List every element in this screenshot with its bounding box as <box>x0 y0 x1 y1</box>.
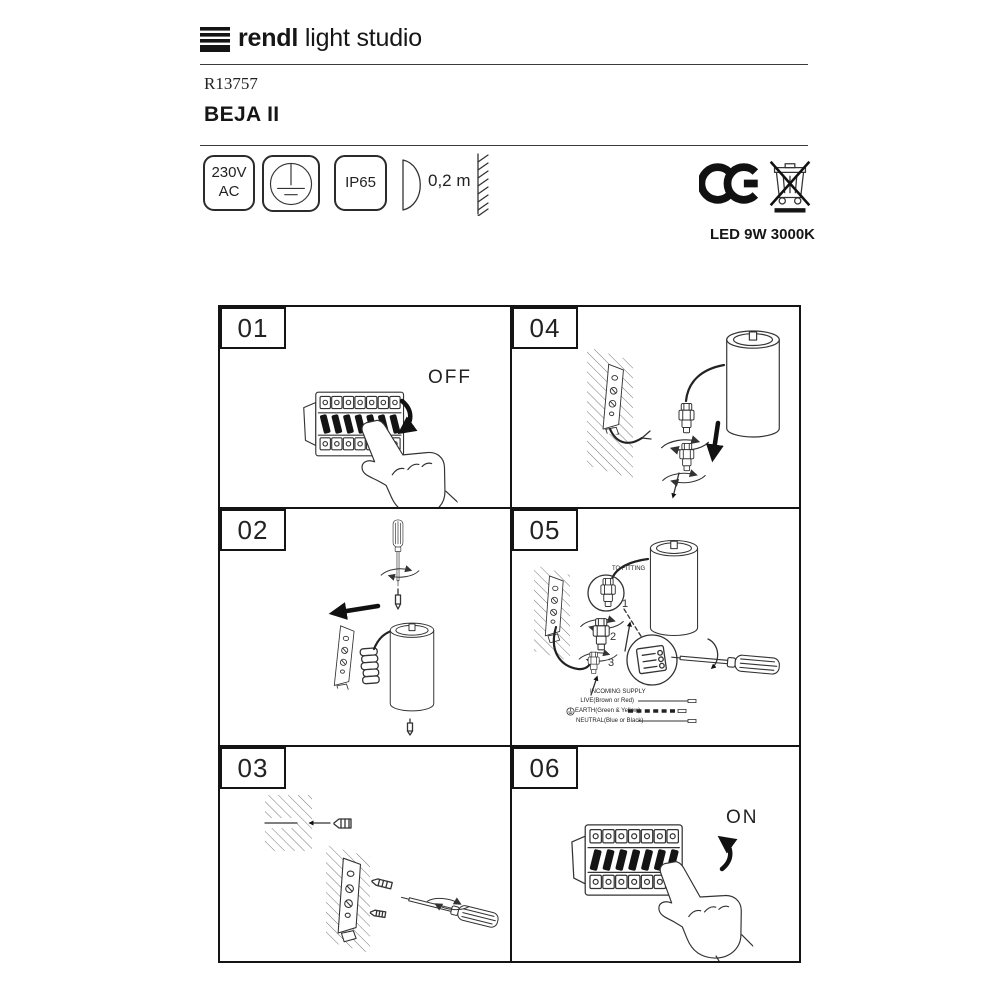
header-divider <box>200 64 808 65</box>
live-label: LIVE(Brown or Red) <box>580 698 634 704</box>
screwdriver-icon <box>671 649 780 674</box>
turn-arrow-icon <box>708 639 718 668</box>
fitting-cable <box>686 365 724 401</box>
cylinder-shade-icon <box>390 623 434 711</box>
screw-icon <box>370 910 386 918</box>
rendl-logo-icon <box>200 27 232 53</box>
on-label: ON <box>726 807 759 828</box>
lamp-spec: LED 9W 3000K <box>709 226 815 243</box>
down-arrow-icon <box>713 423 718 457</box>
step-02-panel <box>220 509 510 745</box>
rotate-arrows-icon <box>663 473 706 482</box>
step-04-panel <box>512 307 799 507</box>
step-03-panel <box>220 747 510 961</box>
earth-symbol-icon <box>566 707 575 716</box>
wall-icon <box>474 152 492 216</box>
terminal-block-icon <box>636 645 666 674</box>
up-arrow-icon <box>625 623 630 651</box>
step-06-panel <box>512 747 799 961</box>
wiring-legend <box>576 689 706 726</box>
instruction-grid <box>218 305 801 963</box>
earth-label: EARTH(Green & Yellow) <box>575 708 641 714</box>
connector-icon <box>360 648 379 684</box>
cable-gland-icon <box>593 619 609 650</box>
switch-on-arrow-icon <box>722 839 730 869</box>
marker-3: 3 <box>608 657 615 669</box>
earth-wire <box>626 707 690 715</box>
cylinder-shade-icon <box>727 331 780 437</box>
brand-title <box>238 24 422 53</box>
top-screw-icon <box>396 589 401 609</box>
brand-bold: rendl <box>238 24 299 52</box>
neutral-label: NEUTRAL(Blue or Black) <box>576 718 644 724</box>
step-number: 01 <box>220 307 286 349</box>
wall-plug-icon <box>334 819 351 828</box>
small-down-arrow-icon <box>673 473 679 497</box>
title-divider <box>200 145 808 146</box>
rotate-arrows-icon <box>381 569 419 577</box>
brand-rest: light studio <box>298 24 422 52</box>
step-01-panel <box>220 307 510 507</box>
distance-value: 0,2 m <box>428 171 471 190</box>
voltage-line2: AC <box>218 183 240 200</box>
neutral-wire <box>636 717 700 725</box>
marker-1: 1 <box>622 598 629 610</box>
step-number: 02 <box>220 509 286 551</box>
hand-icon <box>651 850 759 961</box>
step-number: 05 <box>512 509 578 551</box>
voltage-line1: 230V <box>211 164 247 182</box>
step-number: 06 <box>512 747 578 789</box>
voltage-badge <box>203 155 255 211</box>
live-wire-row <box>576 696 706 706</box>
page-title: BEJA II <box>204 103 280 126</box>
screw-icon <box>371 878 392 889</box>
cylinder-shade-icon <box>650 540 697 635</box>
wiring-legend-title: INCOMING SUPPLY <box>590 689 646 695</box>
to-fitting-label: TO FITTING <box>612 566 646 572</box>
weee-crossed-bin-icon <box>766 155 814 213</box>
step-05-panel <box>512 509 799 745</box>
marker-2: 2 <box>610 631 617 643</box>
half-beam-icon <box>396 157 424 213</box>
bottom-screw-icon <box>408 719 413 735</box>
cable-gland-icon <box>601 578 615 606</box>
step-number: 03 <box>220 747 286 789</box>
earth-wire-row <box>576 706 706 716</box>
ip-rating-badge <box>334 155 387 211</box>
class1-earth-icon <box>266 159 316 209</box>
cable-gland-icon <box>679 404 694 433</box>
earth-ground-badge <box>262 155 320 212</box>
screwdriver-icon <box>393 520 403 586</box>
ce-mark-icon <box>699 159 761 208</box>
neutral-wire-row <box>576 716 706 726</box>
bracket-icon <box>334 626 356 694</box>
ip-rating: IP65 <box>345 173 376 191</box>
step-number: 04 <box>512 307 578 349</box>
live-wire <box>636 697 700 705</box>
product-code: R13757 <box>204 74 258 93</box>
cable-gland-icon <box>680 443 694 470</box>
remove-arrow-icon <box>334 606 378 613</box>
off-label: OFF <box>428 367 472 388</box>
cable-gland-icon <box>588 652 599 673</box>
